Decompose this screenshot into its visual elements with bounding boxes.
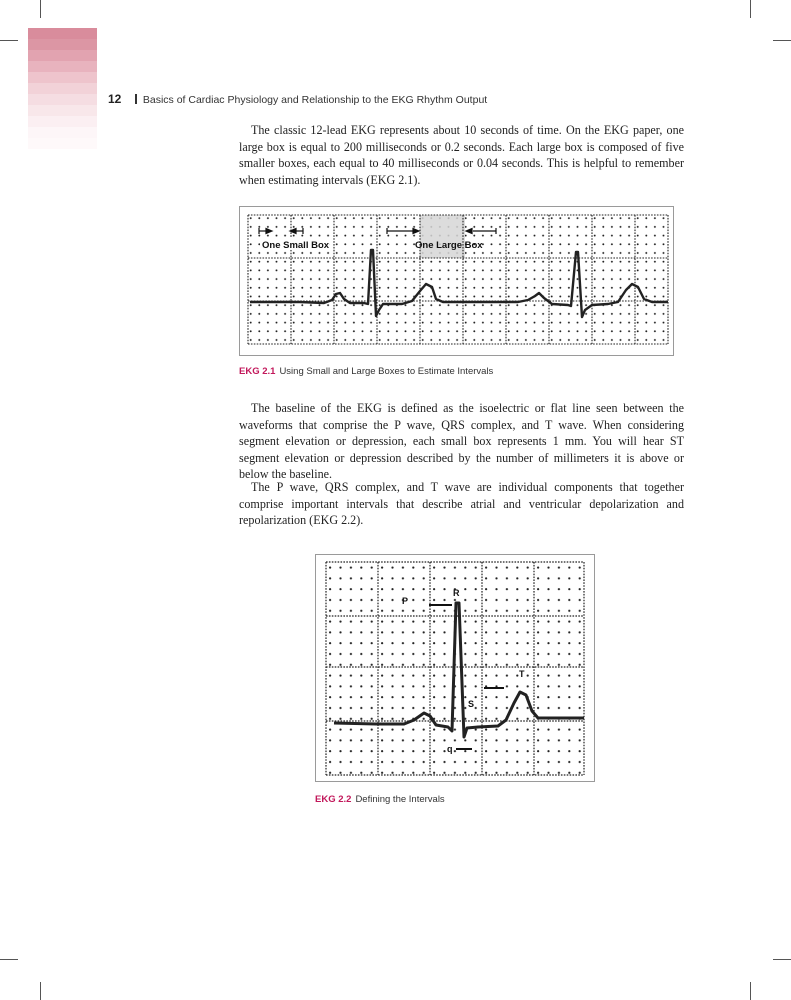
running-header — [108, 92, 487, 106]
tab-color-band — [28, 39, 97, 50]
label-t-wave: T — [519, 669, 525, 679]
tab-color-band — [28, 61, 97, 72]
header-divider — [135, 94, 137, 104]
ekg-figure-2 — [315, 554, 595, 782]
tab-color-band — [28, 28, 97, 39]
body-paragraph: The classic 12-lead EKG represents about 10 seconds of time. On the EKG paper, one large box is equal to 200 milliseconds or 0.2 seconds. Each large box is composed of five smaller boxes, each equal to 40 milliseconds or 0.04 seconds. This is helpful to remember when estimating intervals (EKG 2.1). — [239, 123, 684, 187]
tab-color-band — [28, 72, 97, 83]
tab-color-band — [28, 83, 97, 94]
annotation-one-small-box: One Small Box — [262, 240, 330, 251]
crop-mark — [40, 0, 41, 18]
crop-mark — [40, 982, 41, 1000]
large-box-highlight — [420, 215, 465, 258]
tab-color-band — [28, 127, 97, 138]
annotation-one-large-box: One Large Box — [415, 240, 483, 251]
figure-1-label: EKG 2.1 — [239, 366, 276, 377]
figure-2-caption-text: Defining the Intervals — [355, 794, 445, 805]
crop-mark — [773, 959, 791, 960]
tab-color-band — [28, 116, 97, 127]
label-p-wave: P — [402, 596, 409, 606]
crop-mark — [750, 982, 751, 1000]
figure-2-caption — [315, 794, 445, 805]
figure-2-label: EKG 2.2 — [315, 794, 352, 805]
crop-mark — [773, 40, 791, 41]
ekg-strip-1 — [240, 207, 673, 355]
figure-1-caption — [239, 366, 493, 377]
crop-mark — [0, 40, 18, 41]
tab-color-band — [28, 105, 97, 116]
label-r-wave: R — [453, 588, 460, 598]
figure-1-caption-text: Using Small and Large Boxes to Estimate Intervals — [279, 366, 494, 377]
label-s-wave: S — [468, 699, 475, 709]
ekg-strip-2 — [316, 555, 594, 781]
tab-color-band — [28, 50, 97, 61]
page-number: 12 — [108, 92, 122, 106]
tab-color-band — [28, 94, 97, 105]
chapter-color-tab — [28, 28, 97, 150]
body-paragraph: The baseline of the EKG is defined as the isoelectric or flat line seen between the waveforms that comprise the P wave, QRS complex, and T wave. When considering segment elevation or depression, each small box represents 1 mm. You will hear ST segment elevation or depression described by the number of millimeters it is above or below the baseline. — [239, 401, 684, 481]
body-paragraph: The P wave, QRS complex, and T wave are individual components that together comprise important intervals that describe atrial and ventricular depolarization and repolarization (EKG 2.2). — [239, 480, 684, 527]
tab-color-band — [28, 138, 97, 149]
ekg-figure-1 — [239, 206, 674, 356]
crop-mark — [0, 959, 18, 960]
running-header-title: Basics of Cardiac Physiology and Relationship to the EKG Rhythm Output — [142, 94, 488, 106]
label-q-wave: q — [447, 744, 453, 754]
crop-mark — [750, 0, 751, 18]
